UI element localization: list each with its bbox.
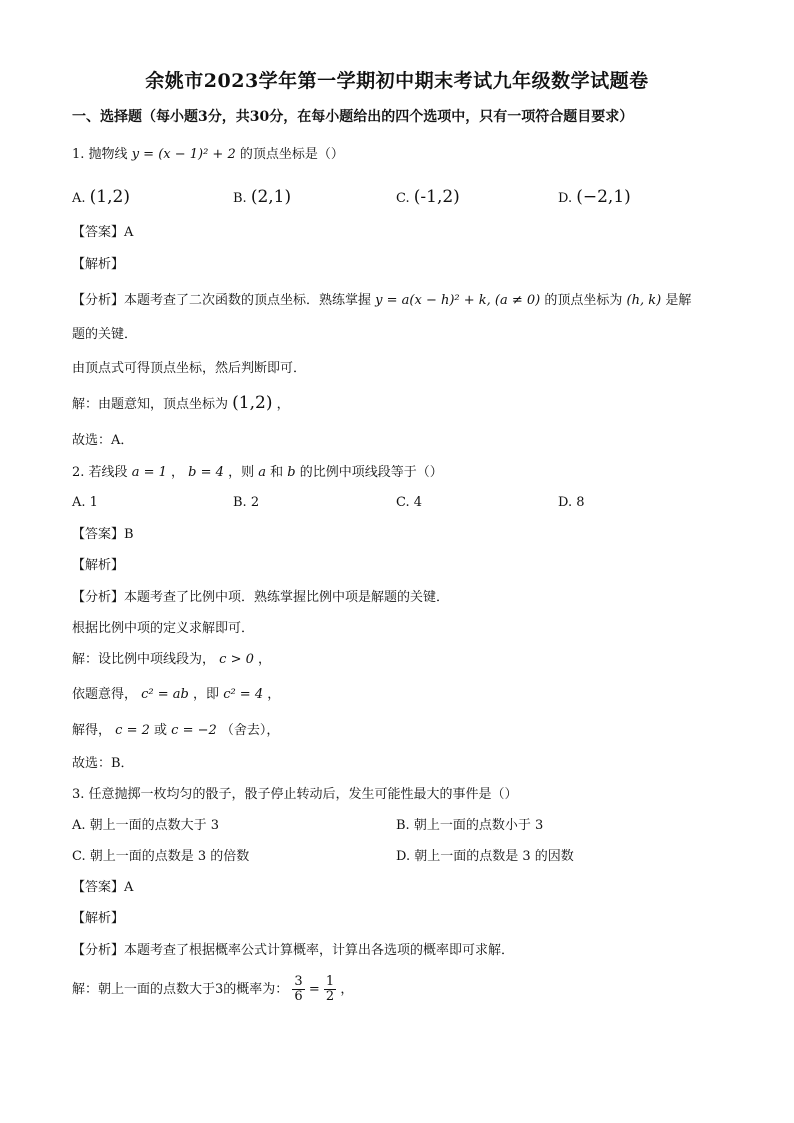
q2-stem-b-value: b = 4 (188, 465, 224, 480)
q2-solution-1-suffix: ， (258, 652, 272, 667)
option-value: 朝上一面的点数小于 3 (413, 818, 544, 833)
q2-solution-3-mid: 或 (154, 723, 168, 738)
q2-stem-b: b (287, 465, 296, 480)
option-label: C. (396, 495, 410, 510)
fraction-denominator: 2 (325, 989, 335, 1004)
q3-fraction-2 (324, 975, 336, 1004)
option-value: (2,1) (250, 187, 292, 207)
fraction-numerator: 3 (294, 974, 303, 989)
q3-solution-suffix: ， (340, 982, 354, 997)
q2-answer: 【答案】B (72, 527, 134, 542)
option-value: 朝上一面的点数大于 3 (89, 818, 220, 833)
q3-analysis: 【分析】本题考查了根据概率公式计算概率，计算出各选项的概率即可求解． (72, 943, 515, 958)
q1-analysis (72, 292, 691, 310)
q2-solution-3-formula-1: c = 2 (115, 723, 150, 738)
q1-option-a (72, 188, 130, 208)
q1-stem-formula: y = (x − 1)² + 2 (131, 147, 236, 162)
exam-title: 余姚市2023学年第一学期初中期末考试九年级数学试题卷 (145, 70, 649, 92)
option-label: D. (558, 191, 573, 206)
option-value: (1,2) (89, 187, 130, 207)
q2-solution-2-formula-1: c² = ab (141, 687, 189, 702)
option-label: A. (72, 818, 86, 833)
option-value: 4 (413, 495, 423, 510)
q2-option-d (558, 494, 585, 512)
q2-stem-mid: ，则 (228, 465, 255, 480)
question-3-stem: 3. 任意抛掷一枚均匀的骰子，骰子停止转动后，发生可能性最大的事件是（） (72, 787, 518, 802)
option-value: (-1,2) (413, 187, 460, 207)
q1-step: 由顶点式可得顶点坐标，然后判断即可． (72, 361, 307, 376)
q2-stem-a: a (258, 465, 266, 480)
q2-stem-and: 和 (270, 465, 284, 480)
option-label: A. (72, 191, 86, 206)
option-label: D. (558, 495, 573, 510)
q2-solution-1 (72, 651, 271, 669)
q1-analysis-suffix: 是解 (665, 293, 692, 308)
option-label: B. (233, 495, 247, 510)
q1-option-d (558, 188, 631, 208)
option-value: 2 (250, 495, 260, 510)
q1-analysis-formula: y = a(x − h)² + k, (a ≠ 0) (375, 293, 541, 308)
q2-solution-3-suffix: （舍去）， (220, 723, 280, 738)
option-value: (−2,1) (576, 187, 631, 207)
option-value: 1 (89, 495, 98, 510)
q2-solution-2-prefix: 依题意得， (72, 687, 138, 702)
q2-choose: 故选：B． (72, 756, 134, 771)
q2-solution-2-formula-2: c² = 4 (223, 687, 264, 702)
q3-option-c (72, 848, 249, 866)
section-heading: 一、选择题（每小题3分，共30分，在每小题给出的四个选项中，只有一项符合题目要求） (72, 109, 634, 125)
option-value: 8 (576, 495, 585, 510)
fraction-denominator: 6 (294, 989, 303, 1004)
q3-answer: 【答案】A (72, 880, 134, 895)
q2-analysis: 【分析】本题考查了比例中项．熟练掌握比例中项是解题的关键． (72, 590, 450, 605)
q2-option-c (396, 494, 422, 512)
q2-solution-1-prefix: 解：设比例中项线段为， (72, 652, 216, 667)
question-1-stem (72, 146, 344, 164)
q1-choose: 故选：A． (72, 433, 134, 448)
q3-equals-sign: = (308, 982, 320, 997)
q2-step: 根据比例中项的定义求解即可． (72, 621, 255, 636)
q2-stem-sep: ， (171, 465, 185, 480)
q2-stem-suffix: 的比例中项线段等于（） (299, 465, 443, 480)
q2-solution-2 (72, 686, 280, 704)
q2-option-a (72, 494, 98, 512)
option-label: C. (72, 849, 86, 864)
option-label: A. (72, 495, 86, 510)
q1-analysis-line2: 题的关键． (72, 327, 138, 342)
q2-solution-2-suffix: ， (267, 687, 281, 702)
q2-analysis-heading: 【解析】 (72, 558, 125, 573)
q1-solution-prefix: 解：由题意知，顶点坐标为 (72, 397, 229, 412)
q1-solution-value: (1,2) (232, 393, 273, 413)
q1-stem-prefix: 1. 抛物线 (72, 147, 128, 162)
q1-stem-suffix: 的顶点坐标是（） (239, 147, 344, 162)
q1-analysis-prefix: 【分析】本题考查了二次函数的顶点坐标．熟练掌握 (72, 293, 372, 308)
q1-solution (72, 394, 290, 414)
q3-option-a (72, 817, 219, 835)
q3-option-d (396, 848, 574, 866)
q1-option-c (396, 188, 460, 208)
q2-solution-3-formula-2: c = −2 (171, 723, 217, 738)
q1-analysis-heading: 【解析】 (72, 257, 125, 272)
q3-option-b (396, 817, 543, 835)
q1-analysis-mid: 的顶点坐标为 (544, 293, 623, 308)
q2-solution-1-formula: c > 0 (219, 652, 254, 667)
option-label: B. (396, 818, 410, 833)
q2-solution-3-prefix: 解得， (72, 723, 112, 738)
q3-analysis-heading: 【解析】 (72, 911, 125, 926)
q2-stem-a-value: a = 1 (131, 465, 167, 480)
q3-solution-prefix: 解：朝上一面的点数大于3的概率为： (72, 982, 289, 997)
option-label: B. (233, 191, 247, 206)
q2-solution-2-mid: ，即 (193, 687, 220, 702)
q1-solution-suffix: ， (276, 397, 290, 412)
fraction-numerator: 1 (325, 974, 335, 989)
q2-stem-prefix: 2. 若线段 (72, 465, 128, 480)
q2-solution-3 (72, 722, 279, 740)
q3-fraction-1 (292, 975, 304, 1004)
q3-solution (72, 970, 353, 1010)
q1-answer: 【答案】A (72, 225, 134, 240)
option-label: C. (396, 191, 410, 206)
option-value: 朝上一面的点数是 3 的倍数 (89, 849, 250, 864)
q1-analysis-vertex: (h, k) (626, 293, 662, 308)
option-label: D. (396, 849, 411, 864)
q2-option-b (233, 494, 259, 512)
q1-option-b (233, 188, 291, 208)
question-2-stem (72, 464, 443, 482)
option-value: 朝上一面的点数是 3 的因数 (414, 849, 574, 864)
